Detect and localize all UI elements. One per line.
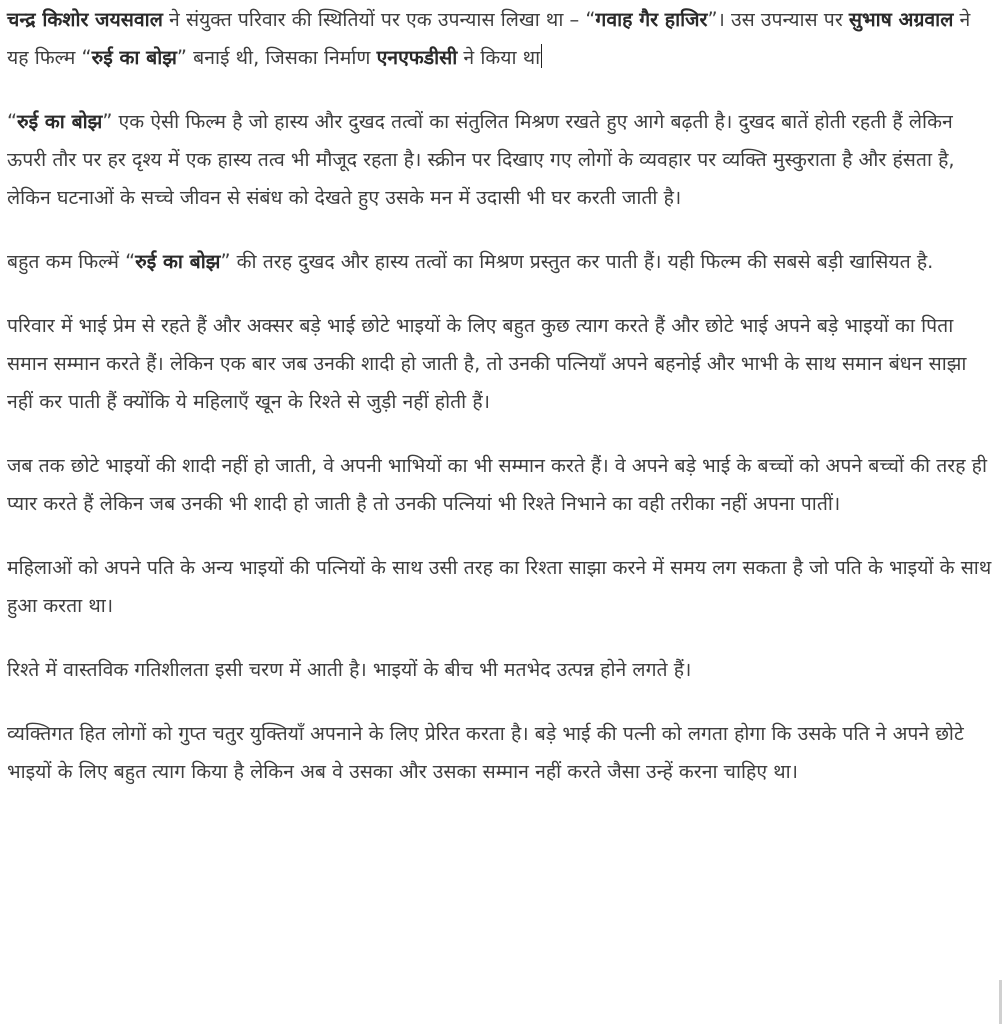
paragraph-4: परिवार में भाई प्रेम से रहते हैं और अक्सर बड़े भाई छोटे भाइयों के लिए बहुत कुछ त्याग करते हैं और छोटे भाई अपने बड़े भाइयों का पिता समान सम्मान करते हैं। लेकिन एक बार जब उनकी शादी हो जाती है, तो उनकी पत्नियाँ अपने बहनोई और भाभी के साथ समान बंधन साझा नहीं कर पाती हैं क्योंकि ये महिलाएँ खून के रिश्ते से जुड़ी नहीं होती हैं। [7, 314, 967, 413]
paragraph-5: जब तक छोटे भाइयों की शादी नहीं हो जाती, वे अपनी भाभियों का भी सम्मान करते हैं। वे अपने बड़े भाई के बच्चों को अपने बच्चों की तरह ही प्यार करते हैं लेकिन जब उनकी भी शादी हो जाती है तो उनकी पत्नियां भी रिश्ते निभाने का वही तरीका नहीं अपना पातीं। [7, 454, 987, 515]
text-run: ने किया था [457, 46, 541, 69]
paragraph-7: रिश्ते में वास्तविक गतिशीलता इसी चरण में आती है। भाइयों के बीच भी मतभेद उत्पन्न होने लगते हैं। [7, 658, 692, 681]
director-name: सुभाष अग्रवाल [848, 8, 954, 31]
text-run: ने संयुक्त परिवार की स्थितियों पर एक उपन्यास लिखा था – “ [162, 8, 596, 31]
text-run: ने यह फिल्म “ [7, 8, 971, 69]
text-cursor [541, 44, 542, 68]
text-run: ”। उस उपन्यास पर [707, 8, 849, 31]
text-run: बहुत कम फिल्में “ [7, 250, 136, 273]
paragraph-2 [7, 103, 995, 217]
document-body [7, 0, 995, 817]
paragraph-1 [7, 1, 995, 77]
producer-name: एनएफडीसी [376, 46, 458, 69]
paragraph-6: महिलाओं को अपने पति के अन्य भाइयों की पत्नियों के साथ उसी तरह का रिश्ता साझा करने में समय लग सकता है जो पति के भाइयों के साथ हुआ करता था। [7, 556, 992, 617]
text-run: ” एक ऐसी फिल्म है जो हास्य और दुखद तत्वों का संतुलित मिश्रण रखते हुए आगे बढ़ती है। दुखद बातें होती रहती हैं लेकिन ऊपरी तौर पर हर दृश्य में एक हास्य तत्व भी मौजूद रहता है। स्क्रीन पर दिखाए गए लोगों के व्यवहार पर व्यक्ति मुस्कुराता है और हंसता है, लेकिन घटनाओं के सच्चे जीवन से संबंध को देखते हुए उसके मन में उदासी भी घर करती जाती है। [7, 110, 955, 209]
author-name: चन्द्र किशोर जयसवाल [7, 8, 163, 31]
paragraph-8: व्यक्तिगत हित लोगों को गुप्त चतुर युक्तियाँ अपनाने के लिए प्रेरित करता है। बड़े भाई की पत्नी को लगता होगा कि उसके पति ने अपने छोटे भाइयों के लिए बहुत त्याग किया है लेकिन अब वे उसका और उसका सम्मान नहीं करते जैसा उन्हें करना चाहिए था। [7, 722, 964, 783]
novel-title: गवाह गैर हाजिर [595, 8, 708, 31]
text-run: ” बनाई थी, जिसका निर्माण [176, 46, 377, 69]
text-run: ” की तरह दुखद और हास्य तत्वों का मिश्रण प्रस्तुत कर पाती हैं। यही फिल्म की सबसे बड़ी खासियत है. [220, 250, 934, 273]
film-title: रुई का बोझ [135, 250, 221, 273]
text-run: “ [7, 110, 18, 133]
paragraph-3 [7, 243, 995, 281]
film-title: रुई का बोझ [91, 46, 177, 69]
film-title: रुई का बोझ [17, 110, 103, 133]
